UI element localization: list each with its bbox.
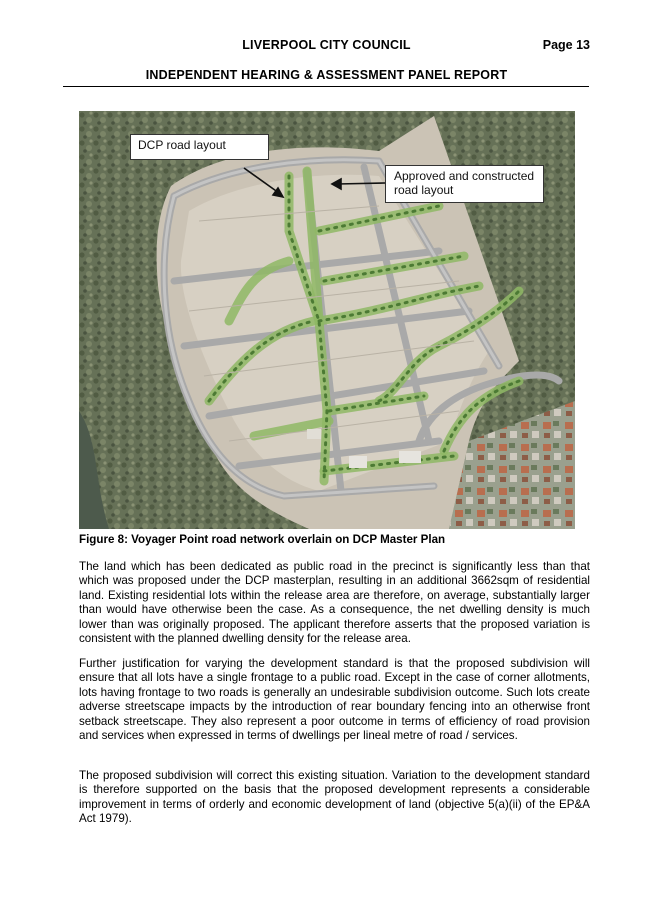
paragraph-justification: Further justification for varying the development standard is that the proposed subdivision will ensure that all lots have a single frontage to a public road. Except in the case of corner allotments, lots having frontage to two roads is generally an undesirable subdivision outcome. Such lots create adverse streetscape impacts by the introduction of rear boundary fencing into an otherwise front setback streetscape. They also represent a poor outcome in terms of efficiency of road provision and services when expressed in terms of dwellings per lineal metre of road / services. — [79, 657, 590, 743]
council-name: LIVERPOOL CITY COUNCIL — [242, 38, 411, 52]
report-title: INDEPENDENT HEARING & ASSESSMENT PANEL REPORT — [145, 68, 508, 82]
figure-caption: Figure 8: Voyager Point road network overlain on DCP Master Plan — [79, 533, 446, 546]
page-number: Page 13 — [542, 38, 590, 52]
callout-approved-road-layout: Approved and constructed road layout — [385, 165, 544, 203]
paragraph-dedicated-road: The land which has been dedicated as public road in the precinct is significantly less than that which was proposed under the DCP masterplan, resulting in an additional 3662sqm of residential land. Existing residential lots within the release area are therefore, on average, substantially larger than would have otherwise been the case. As a consequence, the net dwelling density is much lower than was originally proposed. The applicant therefore asserts that the proposed variation is consistent with the planned dwelling density for the release area. — [79, 560, 590, 646]
paragraph-conclusion: The proposed subdivision will correct this existing situation. Variation to the development standard is therefore supported on the basis that the proposed development represents a considerable improvement in terms of orderly and economic development of land (objective 5(a)(ii) of the EP&A Act 1979). — [79, 769, 590, 826]
header-divider — [63, 86, 589, 87]
aerial-map-figure — [79, 111, 575, 529]
callout-dcp-road-layout: DCP road layout — [130, 134, 269, 160]
